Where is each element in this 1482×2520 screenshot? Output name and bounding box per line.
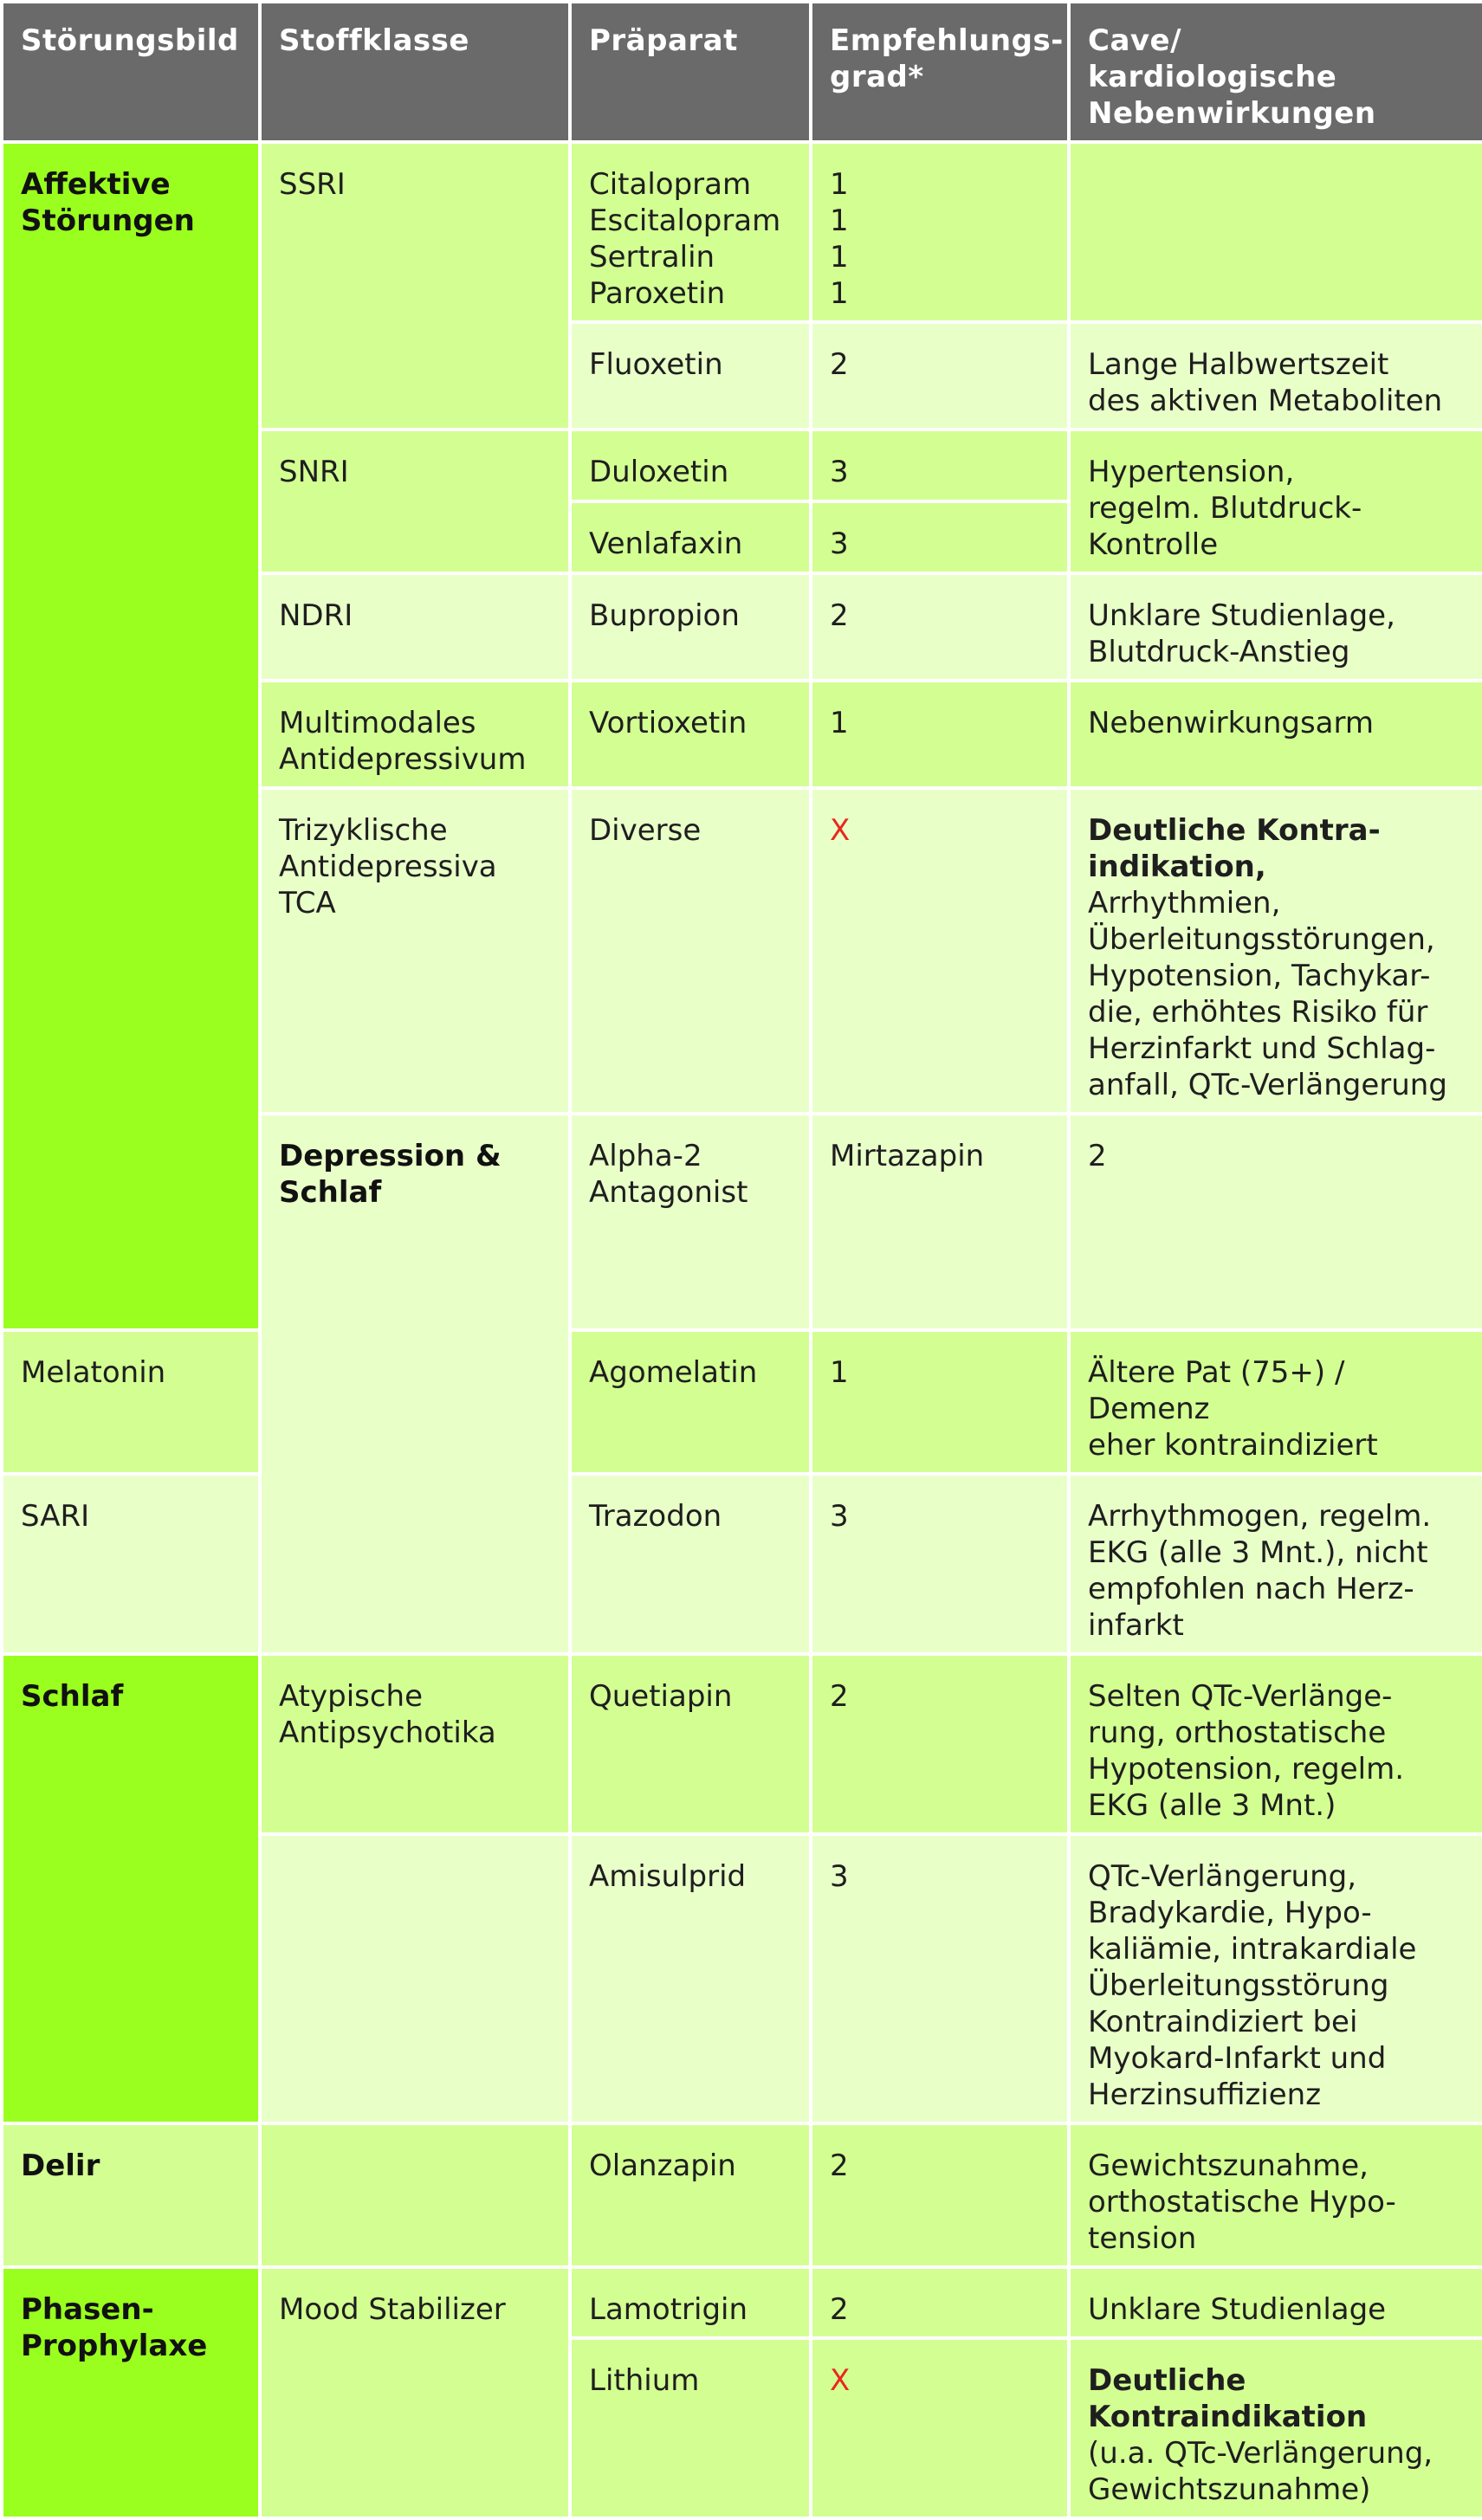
- header-drug: Präparat: [570, 2, 811, 142]
- cave-text: (u.a. QTc-Verlängerung, Gewichtszunahme): [1088, 2436, 1433, 2507]
- header-grade: Empfehlungs- grad*: [811, 2, 1069, 142]
- contraindication-note: Deutliche Kontra- indikation,: [1088, 813, 1381, 884]
- class-cell: SSRI: [260, 142, 570, 430]
- drug-cell: Citalopram Escitalopram Sertralin Paroxetin: [570, 142, 811, 322]
- class-cell: Atypische Antipsychotika: [260, 1654, 570, 1834]
- drug-cell: Trazodon: [570, 1474, 811, 1654]
- cave-cell: Selten QTc-Verlänge- rung, orthostatische Hypotension, regelm. EKG (alle 3 Mnt.): [1069, 1654, 1482, 1834]
- table-row: [2, 2123, 1482, 2267]
- grade-cell: X: [811, 788, 1069, 1114]
- cave-cell: [1069, 788, 1482, 1114]
- cave-cell: [1069, 2338, 1482, 2518]
- header-disorder: Störungsbild: [2, 2, 260, 142]
- class-cell: SARI: [2, 1474, 260, 1654]
- table-row: [2, 142, 1482, 322]
- grade-cell: 2: [1069, 1114, 1482, 1330]
- drug-cell: Lithium: [570, 2338, 811, 2518]
- table-row: [2, 1654, 1482, 1834]
- grade-cell: 3: [811, 501, 1069, 573]
- contraindication-note: Deutliche Kontraindikation: [1088, 2363, 1368, 2434]
- drug-cell: Agomelatin: [570, 1330, 811, 1474]
- disorder-cell: Delir: [2, 2123, 260, 2267]
- cave-cell: Nebenwirkungsarm: [1069, 681, 1482, 788]
- grade-cell: 2: [811, 573, 1069, 681]
- drug-cell: Bupropion: [570, 573, 811, 681]
- disorder-cell: Schlaf: [2, 1654, 260, 2123]
- class-cell: Multimodales Antidepressivum: [260, 681, 570, 788]
- cave-cell: Unklare Studienlage, Blutdruck-Anstieg: [1069, 573, 1482, 681]
- cave-text: Arrhythmien, Überleitungsstörungen, Hypotension, Tachykar- die, erhöhtes Risiko für Herzinfarkt und Schlag- anfall, QTc-Verlängerung: [1088, 886, 1447, 1102]
- grade-cell: 2: [811, 1654, 1069, 1834]
- grade-cell: 2: [811, 2267, 1069, 2338]
- class-cell: NDRI: [260, 573, 570, 681]
- cave-cell: Hypertension, regelm. Blutdruck- Kontrolle: [1069, 430, 1482, 573]
- grade-cell: 1: [811, 1330, 1069, 1474]
- grade-cell: 3: [811, 430, 1069, 501]
- cave-cell: Gewichtszunahme, orthostatische Hypo- tension: [1069, 2123, 1482, 2267]
- disorder-cell: Depression & Schlaf: [260, 1114, 570, 1654]
- grade-cell: 2: [811, 2123, 1069, 2267]
- grade-cell: 3: [811, 1474, 1069, 1654]
- grade-cell: 1: [811, 681, 1069, 788]
- drug-cell: Olanzapin: [570, 2123, 811, 2267]
- disorder-cell: Phasen- Prophylaxe: [2, 2267, 260, 2518]
- drug-cell: Vortioxetin: [570, 681, 811, 788]
- cave-cell: QTc-Verlängerung, Bradykardie, Hypo- kaliämie, intrakardiale Überleitungsstörung Kontraindiziert bei Myokard-Infarkt und Herzinsuffizienz: [1069, 1834, 1482, 2123]
- class-cell: SNRI: [260, 430, 570, 573]
- drug-cell: Amisulprid: [570, 1834, 811, 2123]
- cave-cell: Lange Halbwertszeit des aktiven Metaboliten: [1069, 322, 1482, 430]
- header-row: [2, 2, 1482, 142]
- class-cell: Mood Stabilizer: [260, 2267, 570, 2518]
- header-class: Stoffklasse: [260, 2, 570, 142]
- drug-cell: Lamotrigin: [570, 2267, 811, 2338]
- class-cell: Trizyklische Antidepressiva TCA: [260, 788, 570, 1114]
- drug-cell: Duloxetin: [570, 430, 811, 501]
- cave-cell: Ältere Pat (75+) / Demenz eher kontraindiziert: [1069, 1330, 1482, 1474]
- drug-cell: Venlafaxin: [570, 501, 811, 573]
- grade-cell: 3: [811, 1834, 1069, 2123]
- grade-cell: X: [811, 2338, 1069, 2518]
- header-cave: Cave/ kardiologische Nebenwirkungen: [1069, 2, 1482, 142]
- drug-cell: Quetiapin: [570, 1654, 811, 1834]
- class-cell: Melatonin: [2, 1330, 260, 1474]
- table-row: [2, 2267, 1482, 2338]
- table-row: [2, 1330, 1482, 1474]
- class-cell: [260, 2123, 570, 2267]
- cave-cell: [1069, 142, 1482, 322]
- drug-cell: Mirtazapin: [811, 1114, 1069, 1330]
- cave-cell: Arrhythmogen, regelm. EKG (alle 3 Mnt.), nicht empfohlen nach Herz- infarkt: [1069, 1474, 1482, 1654]
- drug-cell: Fluoxetin: [570, 322, 811, 430]
- class-cell: [260, 1834, 570, 2123]
- cave-cell: Unklare Studienlage: [1069, 2267, 1482, 2338]
- class-cell: Alpha-2 Antagonist: [570, 1114, 811, 1330]
- table-row: [2, 1474, 1482, 1654]
- disorder-cell: Affektive Störungen: [2, 142, 260, 1330]
- grade-cell: 2: [811, 322, 1069, 430]
- drug-cell: Diverse: [570, 788, 811, 1114]
- grade-cell: 1 1 1 1: [811, 142, 1069, 322]
